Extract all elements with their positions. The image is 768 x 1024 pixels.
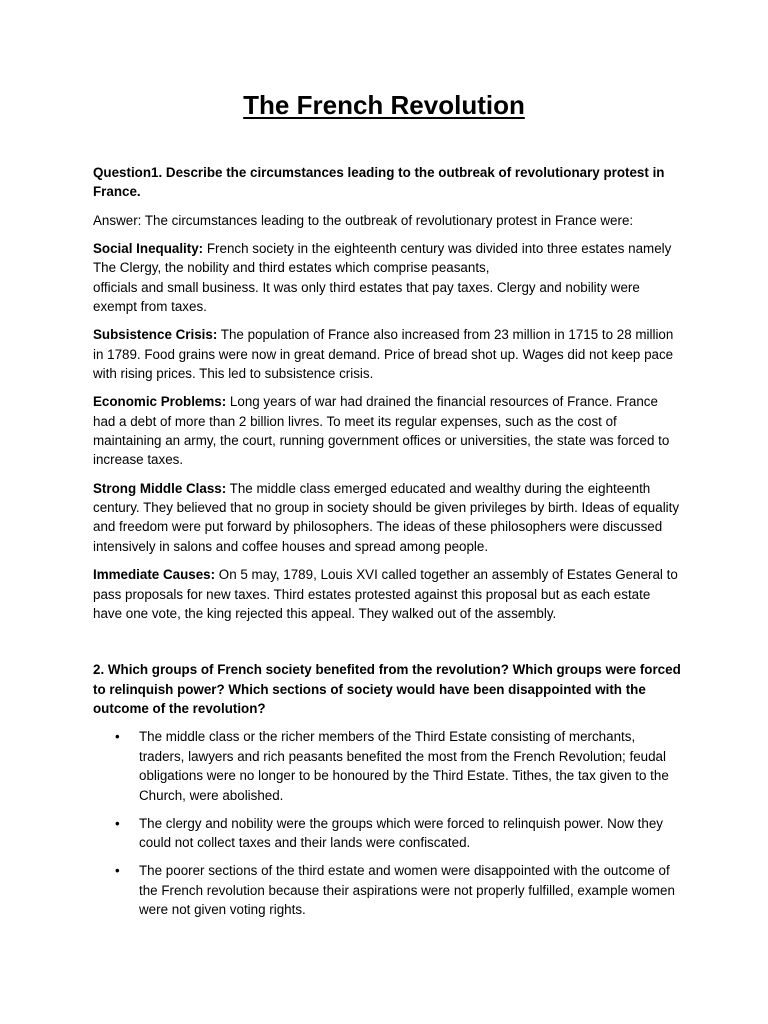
point-heading: Immediate Causes: <box>93 567 216 583</box>
question-2: 2. Which groups of French society benefited from the revolution? Which groups were forced to relinquish power? Which sections of society would have been disappointed with the outcome of the revolution? <box>93 662 681 717</box>
list-item <box>93 861 681 919</box>
point-text: The population of France also increased from 23 million in 1715 to 28 million in 1789. Food grains were now in great demand. Price of bread shot up. Wages did not keep pace with rising prices. This led to subsistence crisis. <box>93 327 674 382</box>
bullet-icon: • <box>115 815 120 831</box>
point-strong-middle-class <box>93 479 681 557</box>
point-heading: Strong Middle Class: <box>93 480 227 496</box>
list-item <box>93 727 681 805</box>
list-item-text: The middle class or the richer members of the Third Estate consisting of merchants, traders, lawyers and rich peasants benefited the most from the French Revolution; feudal obligations were no longer to be honoured by the Third Estate. Tithes, the tax given to the Church, were abolished. <box>139 729 669 803</box>
question-1: Question1. Describe the circumstances leading to the outbreak of revolutionary protest in France. <box>93 165 665 200</box>
list-item-text: The clergy and nobility were the groups which were forced to relinquish power. Now they could not collect taxes and their lands were confiscated. <box>139 815 663 851</box>
point-social-inequality <box>93 239 681 317</box>
page-title: The French Revolution <box>243 90 525 120</box>
point-text: Long years of war had drained the financial resources of France. France had a debt of more than 2 billion livres. To meet its regular expenses, such as the cost of maintaining an army, the court, running government offices or universities, the state was forced to increase taxes. <box>93 394 670 468</box>
point-text: The middle class emerged educated and wealthy during the eighteenth century. They believed that no group in society should be given privileges by birth. Ideas of equality and freedom were put forward by philosophers. The ideas of these philosophers were discussed intensively in salons and coffee houses and spread among people. <box>93 480 680 554</box>
list-item-text: The poorer sections of the third estate and women were disappointed with the outcome of the French revolution because their aspirations were not properly fulfilled, example women were not given voting rights. <box>139 863 675 918</box>
list-item <box>93 814 681 853</box>
point-text-continued: officials and small business. It was only third estates that pay taxes. Clergy and nobility were exempt from taxes. <box>93 279 640 315</box>
answer-intro: Answer: The circumstances leading to the outbreak of revolutionary protest in France were: <box>93 212 634 228</box>
point-text: On 5 may, 1789, Louis XVI called together an assembly of Estates General to pass proposals for new taxes. Third estates protested against this proposal but as each estate have one vote, the king rejected this appeal. They walked out of the assembly. <box>93 567 678 621</box>
point-subsistence-crisis <box>93 325 681 383</box>
point-heading: Social Inequality: <box>93 240 204 256</box>
point-economic-problems <box>93 392 681 470</box>
document-body <box>93 163 681 928</box>
point-text: French society in the eighteenth century was divided into three estates namely The Clergy, the nobility and third estates which comprise peasants, <box>93 240 672 276</box>
bullet-icon: • <box>115 863 120 879</box>
point-heading: Economic Problems: <box>93 394 227 410</box>
point-immediate-causes <box>93 565 681 623</box>
point-heading: Subsistence Crisis: <box>93 327 218 343</box>
bullet-icon: • <box>115 729 120 745</box>
answer-bullet-list <box>93 727 681 919</box>
